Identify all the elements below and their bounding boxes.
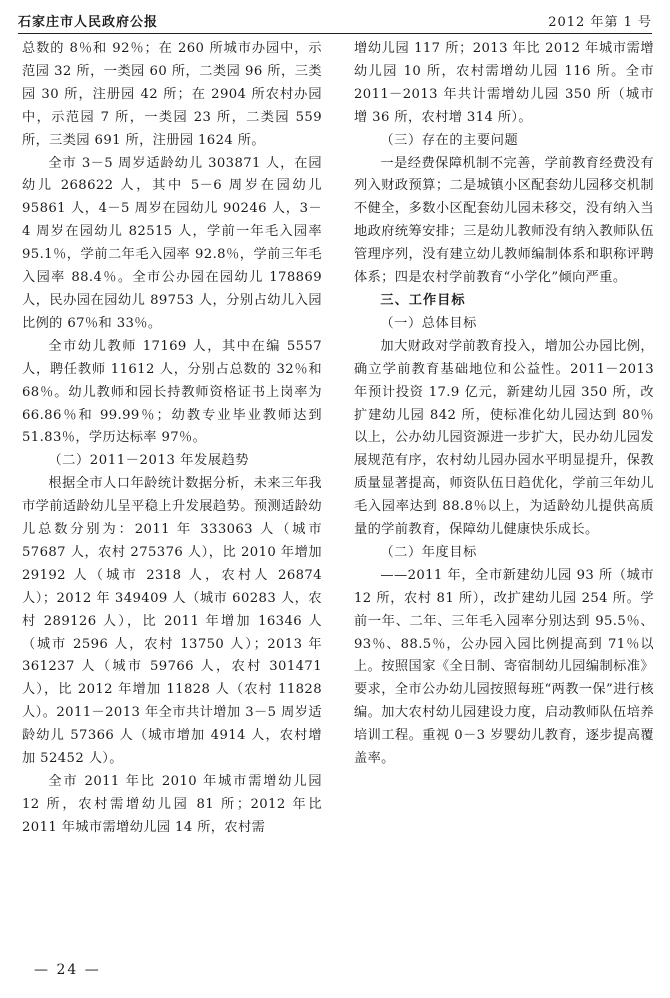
- heading-overall-goals: （一）总体目标: [380, 315, 477, 331]
- paragraph-new-kindergartens-continued: 增幼儿园 117 所；2013 年比 2012 年城市需增幼儿园 10 所，农村需增幼儿园 116 所。全市 2011－2013 年共计需增幼儿园 350 所（城市增 36 所，农村增 314 所）。: [354, 41, 654, 125]
- page-number: — 24 —: [34, 962, 101, 978]
- heading-annual-goals: （二）年度目标: [380, 544, 477, 560]
- paragraph-annual-goals-2011: ——2011 年，全市新建幼儿园 93 所（城市 12 所，农村 81 所），改扩建幼儿园 254 所。学前一年、二年、三年毛入园率分别达到 95.5％、93％、88.5％，公办园入园比例提高到 71％以上。按照国家《全日制、寄宿制幼儿园编制标准》要求，全市公办幼儿园按照每班“两教一保”进行核编。加大农村幼儿园建设力度，启动教师队伍培养培训工程。重视 0－3 岁婴幼儿教育，逐步提高覆盖率。: [354, 567, 654, 767]
- header-rule: [18, 33, 652, 34]
- heading-development-trend: （二）2011－2013 年发展趋势: [48, 453, 250, 469]
- heading-work-goals: 三、工作目标: [380, 292, 466, 308]
- paragraph-new-kindergartens: 全市 2011 年比 2010 年城市需增幼儿园 12 所，农村需增幼儿园 81 所；2012 年比 2011 年城市需增幼儿园 14 所，农村需: [22, 774, 322, 835]
- right-column: [354, 38, 654, 771]
- publication-title: 石家庄市人民政府公报: [18, 15, 159, 30]
- paragraph-kindergarten-count-continued: 总数的 8％和 92％；在 260 所城市办园中，示范园 32 所，一类园 60 所，二类园 96 所，三类园 30 所，注册园 42 所；在 2904 所农村办园中，示范园 7 所，一类园 23 所，二类园 559 所，三类园 691 所，注册园 1624 所。: [22, 41, 322, 148]
- heading-main-problems: （三）存在的主要问题: [380, 132, 519, 148]
- page-header: [18, 6, 652, 32]
- paragraph-population-forecast: 根据全市人口年龄统计数据分析，未来三年我市学前适龄幼儿呈平稳上升发展趋势。预测适龄幼儿总数分别为：2011 年 333063 人（城市 57687 人，农村 275376 人），比 2010 年增加 29192 人（城市 2318 人，农村人 26874 人）；2012 年 349409 人（城市 60283 人，农村 289126 人），比 2011 年增加 16346 人（城市 2596 人，农村 13750 人）；2013 年 361237 人（城市 59766 人，农村 301471 人），比 2012 年增加 11828 人（农村 11828 人）。2011－2013 年全市共计增加 3－5 周岁适龄幼儿 57366 人（城市增加 4914 人，农村增加 52452 人）。: [22, 476, 322, 767]
- paragraph-enrolled-children: 全市 3－5 周岁适龄幼儿 303871 人，在园幼儿 268622 人，其中 5－6 周岁在园幼儿 95861 人，4－5 周岁在园幼儿 90246 人，3－4 周岁在园幼儿 82515 人，学前一年毛入园率 95.1％，学前二年毛入园率 92.8％，学前三年毛入园率 88.4％。全市公办园在园幼儿 178869 人，民办园在园幼儿 89753 人，分别占幼儿入园比例的 67％和 33％。: [22, 155, 322, 331]
- paragraph-teachers: 全市幼儿教师 17169 人，其中在编 5557 人，聘任教师 11612 人，分别占总数的 32％和 68％。幼儿教师和园长持教师资格证书上岗率为 66.86％和 99.99％；幼教专业毕业教师达到 51.83％，学历达标率 97％。: [22, 338, 322, 446]
- left-column: [22, 38, 322, 840]
- paragraph-problems: 一是经费保障机制不完善，学前教育经费没有列入财政预算；二是城镇小区配套幼儿园移交机制不健全，多数小区配套幼儿园未移交，没有纳入当地政府统筹安排；三是幼儿教师没有纳入教师队伍管理序列，没有建立幼儿教师编制体系和职称评聘体系；四是农村学前教育“小学化”倾向严重。: [354, 155, 654, 286]
- paragraph-overall-goals: 加大财政对学前教育投入，增加公办园比例，确立学前教育基础地位和公益性。2011－2013 年预计投资 17.9 亿元，新建幼儿园 350 所，改扩建幼儿园 842 所，使标准化幼儿园达到 80％以上，公办幼儿园资源进一步扩大，民办幼儿园发展规范有序，农村幼儿园办园水平明显提升，保教质量显著提高，师资队伍日趋优化，学前三年幼儿毛入园率达到 88.8％以上，为适龄幼儿提供高质量的学前教育，保障幼儿健康快乐成长。: [354, 338, 654, 538]
- issue-number: 2012 年第 1 号: [548, 15, 652, 30]
